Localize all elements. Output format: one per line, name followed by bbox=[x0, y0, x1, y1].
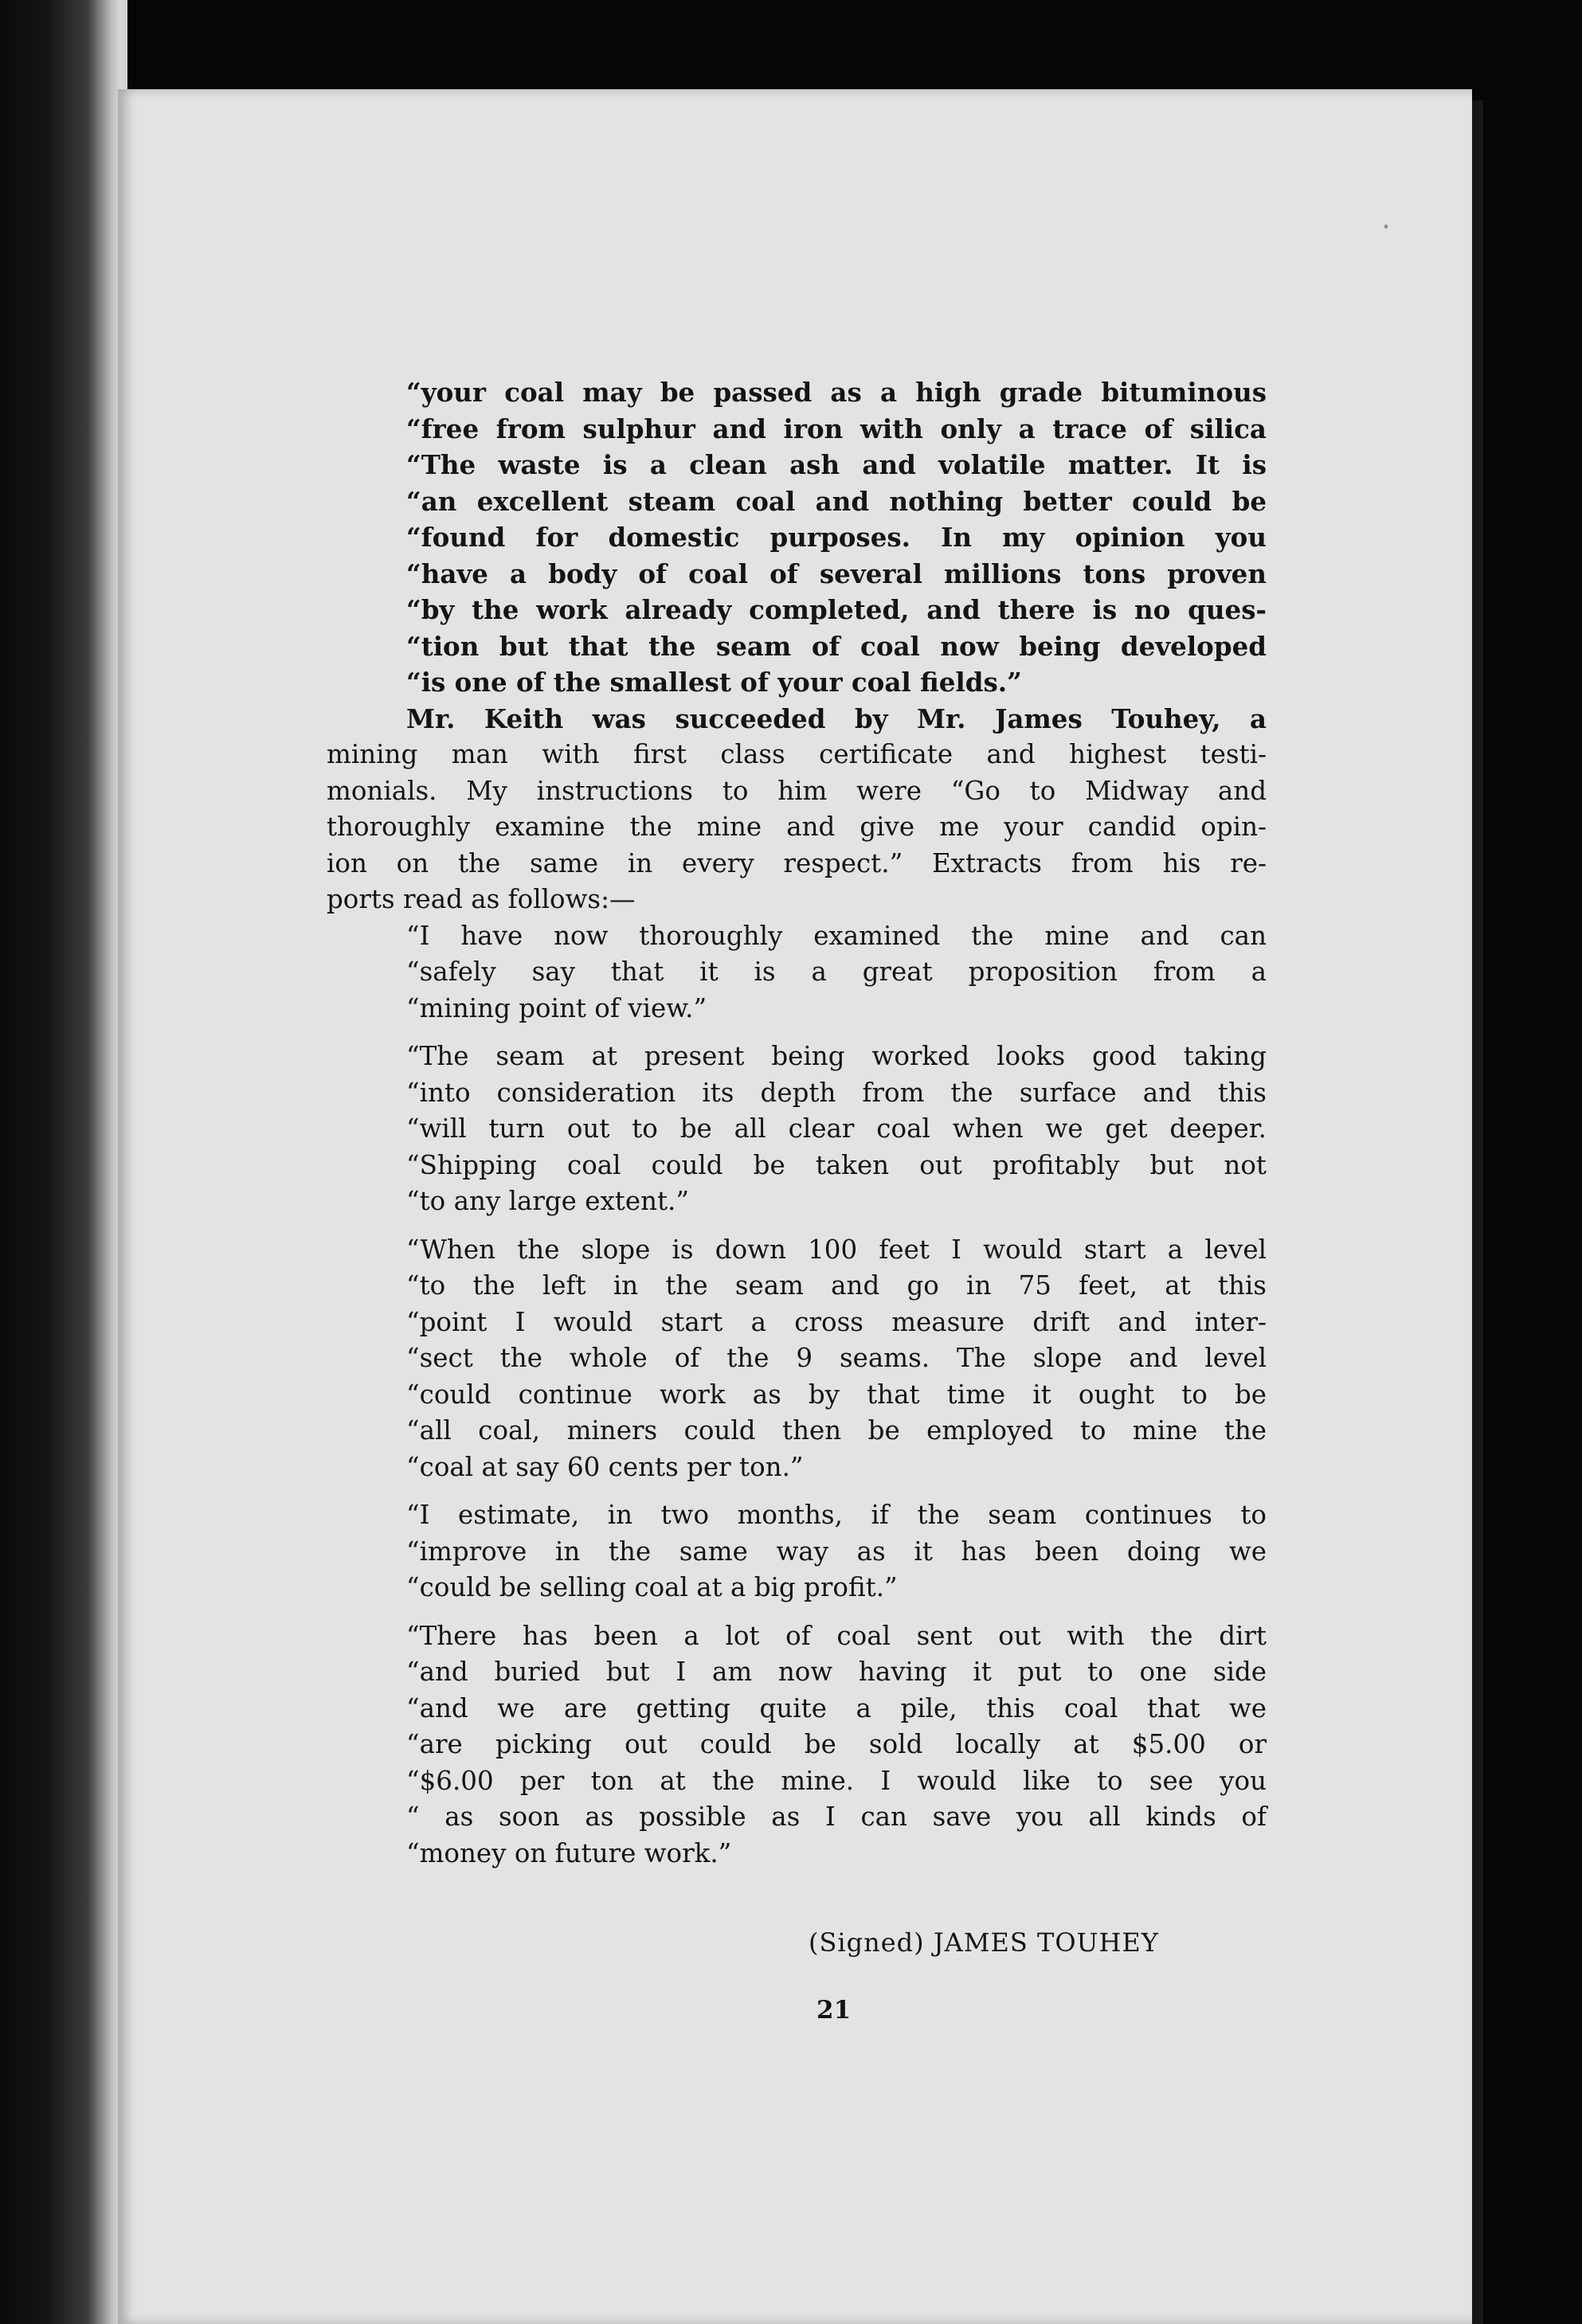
extract-paragraph-1 bbox=[406, 918, 1267, 1027]
text-line: “to any large extent.” bbox=[406, 1186, 690, 1216]
body-paragraph bbox=[327, 701, 1267, 918]
book-spine-shadow bbox=[0, 0, 127, 2324]
page-text bbox=[327, 374, 1267, 1872]
paper-speck bbox=[1384, 225, 1388, 229]
text-line: monials. My instructions to him were “Go to Midway and bbox=[327, 775, 1267, 806]
text-line: “and we are getting quite a pile, this coal that we bbox=[406, 1692, 1267, 1723]
text-line: “$6.00 per ton at the mine. I would like to see you bbox=[406, 1765, 1267, 1796]
text-line: “coal at say 60 cents per ton.” bbox=[406, 1451, 804, 1482]
text-line: “I estimate, in two months, if the seam continues to bbox=[406, 1500, 1267, 1530]
text-line: “safely say that it is a great proposition from a bbox=[406, 957, 1267, 987]
text-line: “I have now thoroughly examined the mine and can bbox=[406, 920, 1267, 951]
text-line: “have a body of coal of several millions tons proven bbox=[406, 558, 1267, 589]
text-line: “There has been a lot of coal sent out with the dirt bbox=[406, 1620, 1267, 1651]
text-line: “found for domestic purposes. In my opinion you bbox=[406, 522, 1267, 553]
text-line: “will turn out to be all clear coal when we get deeper. bbox=[406, 1113, 1267, 1144]
text-line: “tion but that the seam of coal now being developed bbox=[406, 630, 1267, 662]
text-line: “The seam at present being worked looks good taking bbox=[406, 1041, 1267, 1071]
text-line: “and buried but I am now having it put to one side bbox=[406, 1657, 1267, 1687]
text-line: “are picking out could be sold locally at $5.00 or bbox=[406, 1729, 1267, 1759]
text-line: “ as soon as possible as I can save you all kinds of bbox=[406, 1802, 1267, 1832]
text-line: “The waste is a clean ash and volatile matter. It is bbox=[406, 449, 1267, 480]
text-line: Mr. Keith was succeeded by Mr. James Touhey, a bbox=[406, 702, 1267, 734]
text-line: ports read as follows:— bbox=[327, 884, 636, 914]
text-line: ion on the same in every respect.” Extracts from his re- bbox=[327, 847, 1267, 878]
signature-line: (Signed) JAMES TOUHEY bbox=[809, 1927, 1159, 1958]
text-line: “could continue work as by that time it ought to be bbox=[406, 1379, 1267, 1410]
text-line: “Shipping coal could be taken out profitably but not bbox=[406, 1149, 1267, 1180]
text-line: “is one of the smallest of your coal fields.” bbox=[406, 667, 1022, 698]
text-line: thoroughly examine the mine and give me your candid opin- bbox=[327, 812, 1267, 842]
text-line: “could be selling coal at a big profit.” bbox=[406, 1572, 898, 1602]
text-line: “improve in the same way as it has been doing we bbox=[406, 1536, 1267, 1567]
text-line: “all coal, miners could then be employed to mine the bbox=[406, 1415, 1267, 1446]
text-line: “free from sulphur and iron with only a trace of silica bbox=[406, 413, 1267, 444]
extract-paragraph-5 bbox=[406, 1618, 1267, 1872]
text-line: “to the left in the seam and go in 75 feet, at this bbox=[406, 1270, 1267, 1301]
report-quote bbox=[406, 374, 1267, 701]
text-line: “When the slope is down 100 feet I would start a level bbox=[406, 1234, 1267, 1265]
text-line: “point I would start a cross measure drift and inter- bbox=[406, 1306, 1267, 1337]
text-line: “your coal may be passed as a high grade bituminous bbox=[406, 377, 1267, 408]
text-line: “into consideration its depth from the surface and this bbox=[406, 1077, 1267, 1108]
page-edge-shadow bbox=[1472, 100, 1483, 2324]
extract-paragraph-3 bbox=[406, 1232, 1267, 1486]
text-line: “money on future work.” bbox=[406, 1837, 732, 1868]
text-line: mining man with first class certificate and highest testi- bbox=[327, 739, 1267, 769]
extract-paragraph-2 bbox=[406, 1039, 1267, 1220]
text-line: “mining point of view.” bbox=[406, 992, 707, 1023]
extract-paragraph-4 bbox=[406, 1497, 1267, 1606]
page-number: 21 bbox=[816, 1996, 852, 2025]
text-line: “an excellent steam coal and nothing better could be bbox=[406, 485, 1267, 517]
text-line: “sect the whole of the 9 seams. The slope and level bbox=[406, 1343, 1267, 1373]
text-line: “by the work already completed, and there is no ques- bbox=[406, 594, 1267, 625]
